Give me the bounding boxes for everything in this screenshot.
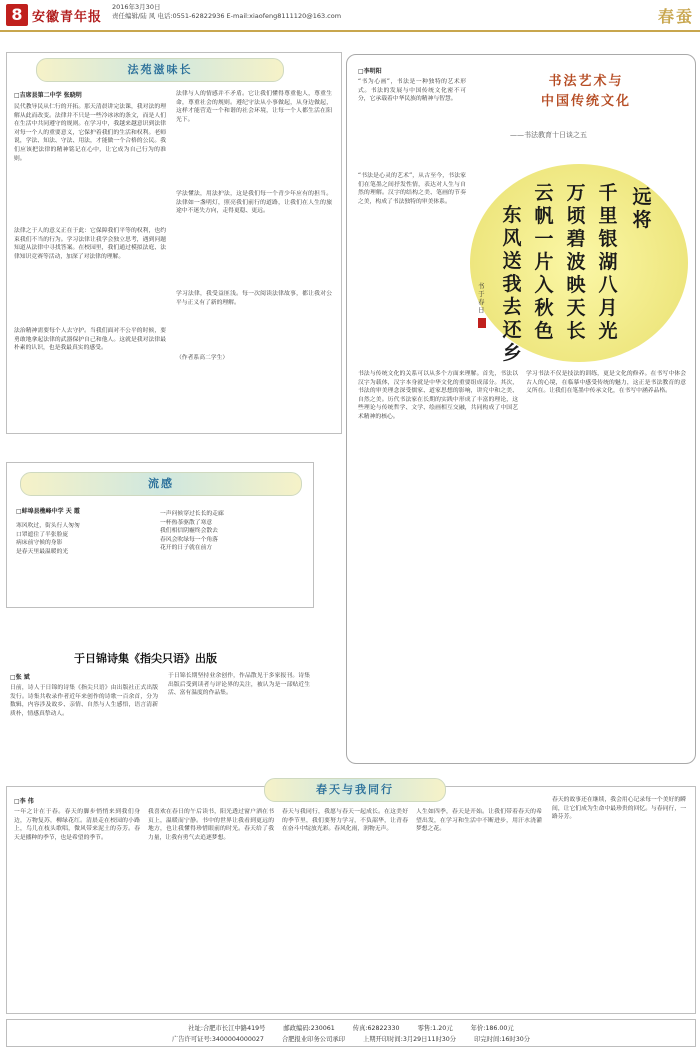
publication-footer — [6, 1019, 696, 1047]
poem-line: 口罩遮住了半张脸庞 — [16, 531, 69, 538]
law-article-paragraph: 学习法律，我受益匪浅。每一次阅读法律故事，都让我对公平与正义有了新的理解。 — [176, 291, 332, 306]
section-title: 春蚕 — [657, 7, 694, 26]
poem-line: 病床前守候的身影 — [16, 540, 63, 547]
law-article-left-column — [14, 90, 166, 426]
footer-address: 社址:合肥市长江中路419号 — [188, 1025, 266, 1032]
footer-fax: 传真:62822330 — [352, 1025, 400, 1032]
poem-line: 是春天里最温暖的光 — [16, 548, 69, 555]
spring-article-paragraph: 春天的故事还在继续，我会用心记录每一个美好的瞬间，让它们成为生命中最珍贵的回忆。与春同行，一路芬芳。 — [552, 797, 686, 821]
calligraphy-column: 远将 — [632, 186, 652, 231]
poem-line: 一声问候穿过长长的走廊 — [160, 511, 224, 517]
feature-subtitle: ——书法教育十日谈之五 — [510, 131, 587, 139]
footer-row — [7, 1023, 695, 1032]
news-headline: 于日锦诗集《指尖只语》出版 — [74, 652, 217, 665]
poem-line: 春风会吹绿每一个角落 — [160, 536, 218, 543]
feature-intro-paragraph: “书法是心灵的艺术”，从古至今，书法家们在笔墨之间抒发性情，表达对人生与自然的理解。汉字的结构之美、笔画的节奏之美，构成了书法独特的审美体系。 — [358, 173, 466, 205]
calligraphy-column: 万顷碧波映天长 — [566, 182, 586, 342]
spring-article-paragraph: 一年之计在于春。春天的脚步悄悄来到我们身边，万物复苏，柳绿花红。清晨走在校园的小路上，鸟儿在枝头歌唱，微风带来泥土的芬芳。春天是播种的季节，也是希望的季节。 — [14, 809, 140, 841]
feature-body-paragraph: 学习书法不仅是技法的训练，更是文化的修养。在书写中体会古人的心境，在临摹中感受传统的魅力，这正是书法教育的意义所在。让我们在笔墨中传承文化，在书写中涵养品格。 — [526, 371, 686, 395]
spring-article-paragraph: 人生如四季，春天是开始。让我们带着春天的希望出发，在学习和生活中不断进步，用汗水浇灌梦想之花。 — [416, 809, 542, 833]
law-article-paragraph: 民代教导民从仁行的开拓。那天清晨讲完法课，我对法的理解从此而改变。法律并不只是一些冷冰冰的条文，而是人们在生活中共同遵守的规则。在学习中，我越来越意识到法律对每一个人的重要意义，它保护着我们的生活和权利。老师说，学法、知法、守法、用法，才能做一个合格的公民。我们应该把法律的精神铭记在心中，让它成为自己行为的准则。 — [14, 104, 166, 162]
calligraphy-column: 东风送我去还乡 — [502, 204, 522, 364]
law-article-banner: 法苑滋味长 — [36, 58, 284, 82]
news-paragraph: 日前，诗人于日锦的诗集《指尖只语》由出版社正式出版发行。诗集共收录作者近年来创作的诗歌一百余首，分为数辑，内容涉及故乡、亲情、自然与人生感悟，语言清新质朴，情感真挚动人。 — [10, 685, 158, 717]
calligraphy-column: 千里银湖八月光 — [598, 182, 618, 342]
header-meta — [112, 3, 341, 21]
poem-right-stanza — [160, 510, 304, 553]
law-article-paragraph: 学法懂法，用法护法，这是我们每一个青少年应有的担当。法律如一盏明灯，照亮我们前行的道路，让我们在人生的旅途中不迷失方向，走得更稳、更远。 — [176, 191, 332, 215]
news-paragraph: 于日锦长期坚持业余创作，作品散见于多家报刊。诗集出版后受到读者与评论界的关注，被认为是一部贴近生活、富有温度的作品集。 — [168, 673, 310, 697]
spring-article-byline: □李 伟 — [14, 798, 34, 805]
spring-article-paragraph: 春天与我同行，我愿与春天一起成长。在这美好的季节里，我们要努力学习，不负韶华，让青春在奋斗中绽放光彩。春风化雨，润物无声。 — [282, 809, 408, 833]
law-article-byline: □吉席县第二中学 张晓明 — [14, 92, 82, 99]
feature-title-line: 中国传统文化 — [540, 94, 631, 109]
poem-line: 我们相信阴霾终会散去 — [160, 528, 218, 535]
law-article-paragraph: 法治精神需要每个人去守护。当我们面对不公平的时候，要勇敢地拿起法律的武器保护自己和他人。这就是我对法律最朴素的认识，也是我最真实的感受。 — [14, 328, 166, 352]
poem-left-stanza — [16, 522, 152, 556]
law-article-right-column — [176, 90, 332, 426]
footer-print-start: 上期开印时间:3月29日11时30分 — [362, 1036, 457, 1043]
feature-intro-paragraph: “书为心画”，书法是一种独特的艺术形式。书法的发展与中国传统文化密不可分，它承载着中华民族的精神与智慧。 — [358, 79, 466, 103]
calligraphy-artwork — [470, 164, 688, 362]
spring-article-paragraph: 我喜欢在春日的午后读书，阳光透过窗户洒在书页上，温暖而宁静。书中的世界让我看到更远的地方，也让我懂得珍惜眼前的时光。春天给了我力量，让我有勇气去追逐梦想。 — [148, 809, 274, 841]
feature-title-line: 书法艺术与 — [548, 74, 624, 89]
spring-article-banner: 春天与我同行 — [264, 778, 446, 802]
calligraphy-column: 云帆一片入秋色 — [534, 182, 554, 342]
poem-byline: □蚌埠县樵峰中学 天 霞 — [16, 508, 80, 515]
footer-postcode: 邮政编码:230061 — [283, 1025, 335, 1032]
law-article-note: （作者系高二学生） — [176, 355, 229, 361]
newspaper-masthead: 安徽青年报 — [32, 10, 103, 25]
page-header — [0, 0, 700, 32]
footer-retail-price: 零售:1.20元 — [417, 1025, 453, 1032]
footer-print-end: 印完时间:16时30分 — [474, 1036, 531, 1043]
calligraphy-signature: 书于春日 — [478, 282, 485, 314]
editor-contact: 责任编辑/陆 风 电话:0551-62822936 E-mail:xiaofeng8111120@163.com — [112, 12, 342, 20]
poem-line: 花开的日子就在前方 — [160, 545, 213, 552]
poem-banner: 流感 — [20, 472, 302, 496]
footer-row — [7, 1034, 695, 1043]
poem-line: 一杯热茶驱散了寒意 — [160, 519, 213, 526]
footer-ad-license: 广告许可证号:3400004000027 — [171, 1036, 264, 1043]
footer-printer: 合肥报业印务公司承印 — [281, 1036, 345, 1043]
law-article-paragraph: 法律之于人的意义正在于此：它保障我们平等的权利，也约束我们不当的行为。学习法律让我学会独立思考，遇到问题知道从法律中寻找答案。在校园里，我们通过模拟法庭、法律知识竞赛等活动，加深了对法律的理解。 — [14, 228, 166, 260]
news-byline: □张 斌 — [10, 674, 30, 681]
footer-annual-price: 年价:186.00元 — [470, 1025, 514, 1032]
poem-line: 寒风吹过，街头行人匆匆 — [16, 523, 80, 529]
page-number: 8 — [6, 4, 28, 26]
law-article-paragraph: 法律与人的情感并不矛盾。它让我们懂得尊重他人，尊重生命，尊重社会的规则。遵纪守法从小事做起，从身边做起，这样才能营造一个和谐的社会环境，让每一个人都生活在阳光下。 — [176, 91, 332, 123]
feature-body-paragraph: 书法与传统文化的关系可以从多个方面来理解。首先，书法以汉字为载体，汉字本身就是中华文化的重要组成部分。其次，书法的审美理念深受儒家、道家思想的影响，讲究中和之美、自然之美。历代书法家在长期的实践中形成了丰富的理论，这些理论与传统哲学、文学、绘画相互交融，共同构成了中国艺术精神的核心。 — [358, 371, 518, 420]
issue-date: 2016年3月30日 — [112, 3, 161, 11]
feature-title — [476, 72, 696, 112]
feature-byline: □李明阳 — [358, 68, 382, 75]
calligraphy-seal-icon — [478, 318, 486, 328]
